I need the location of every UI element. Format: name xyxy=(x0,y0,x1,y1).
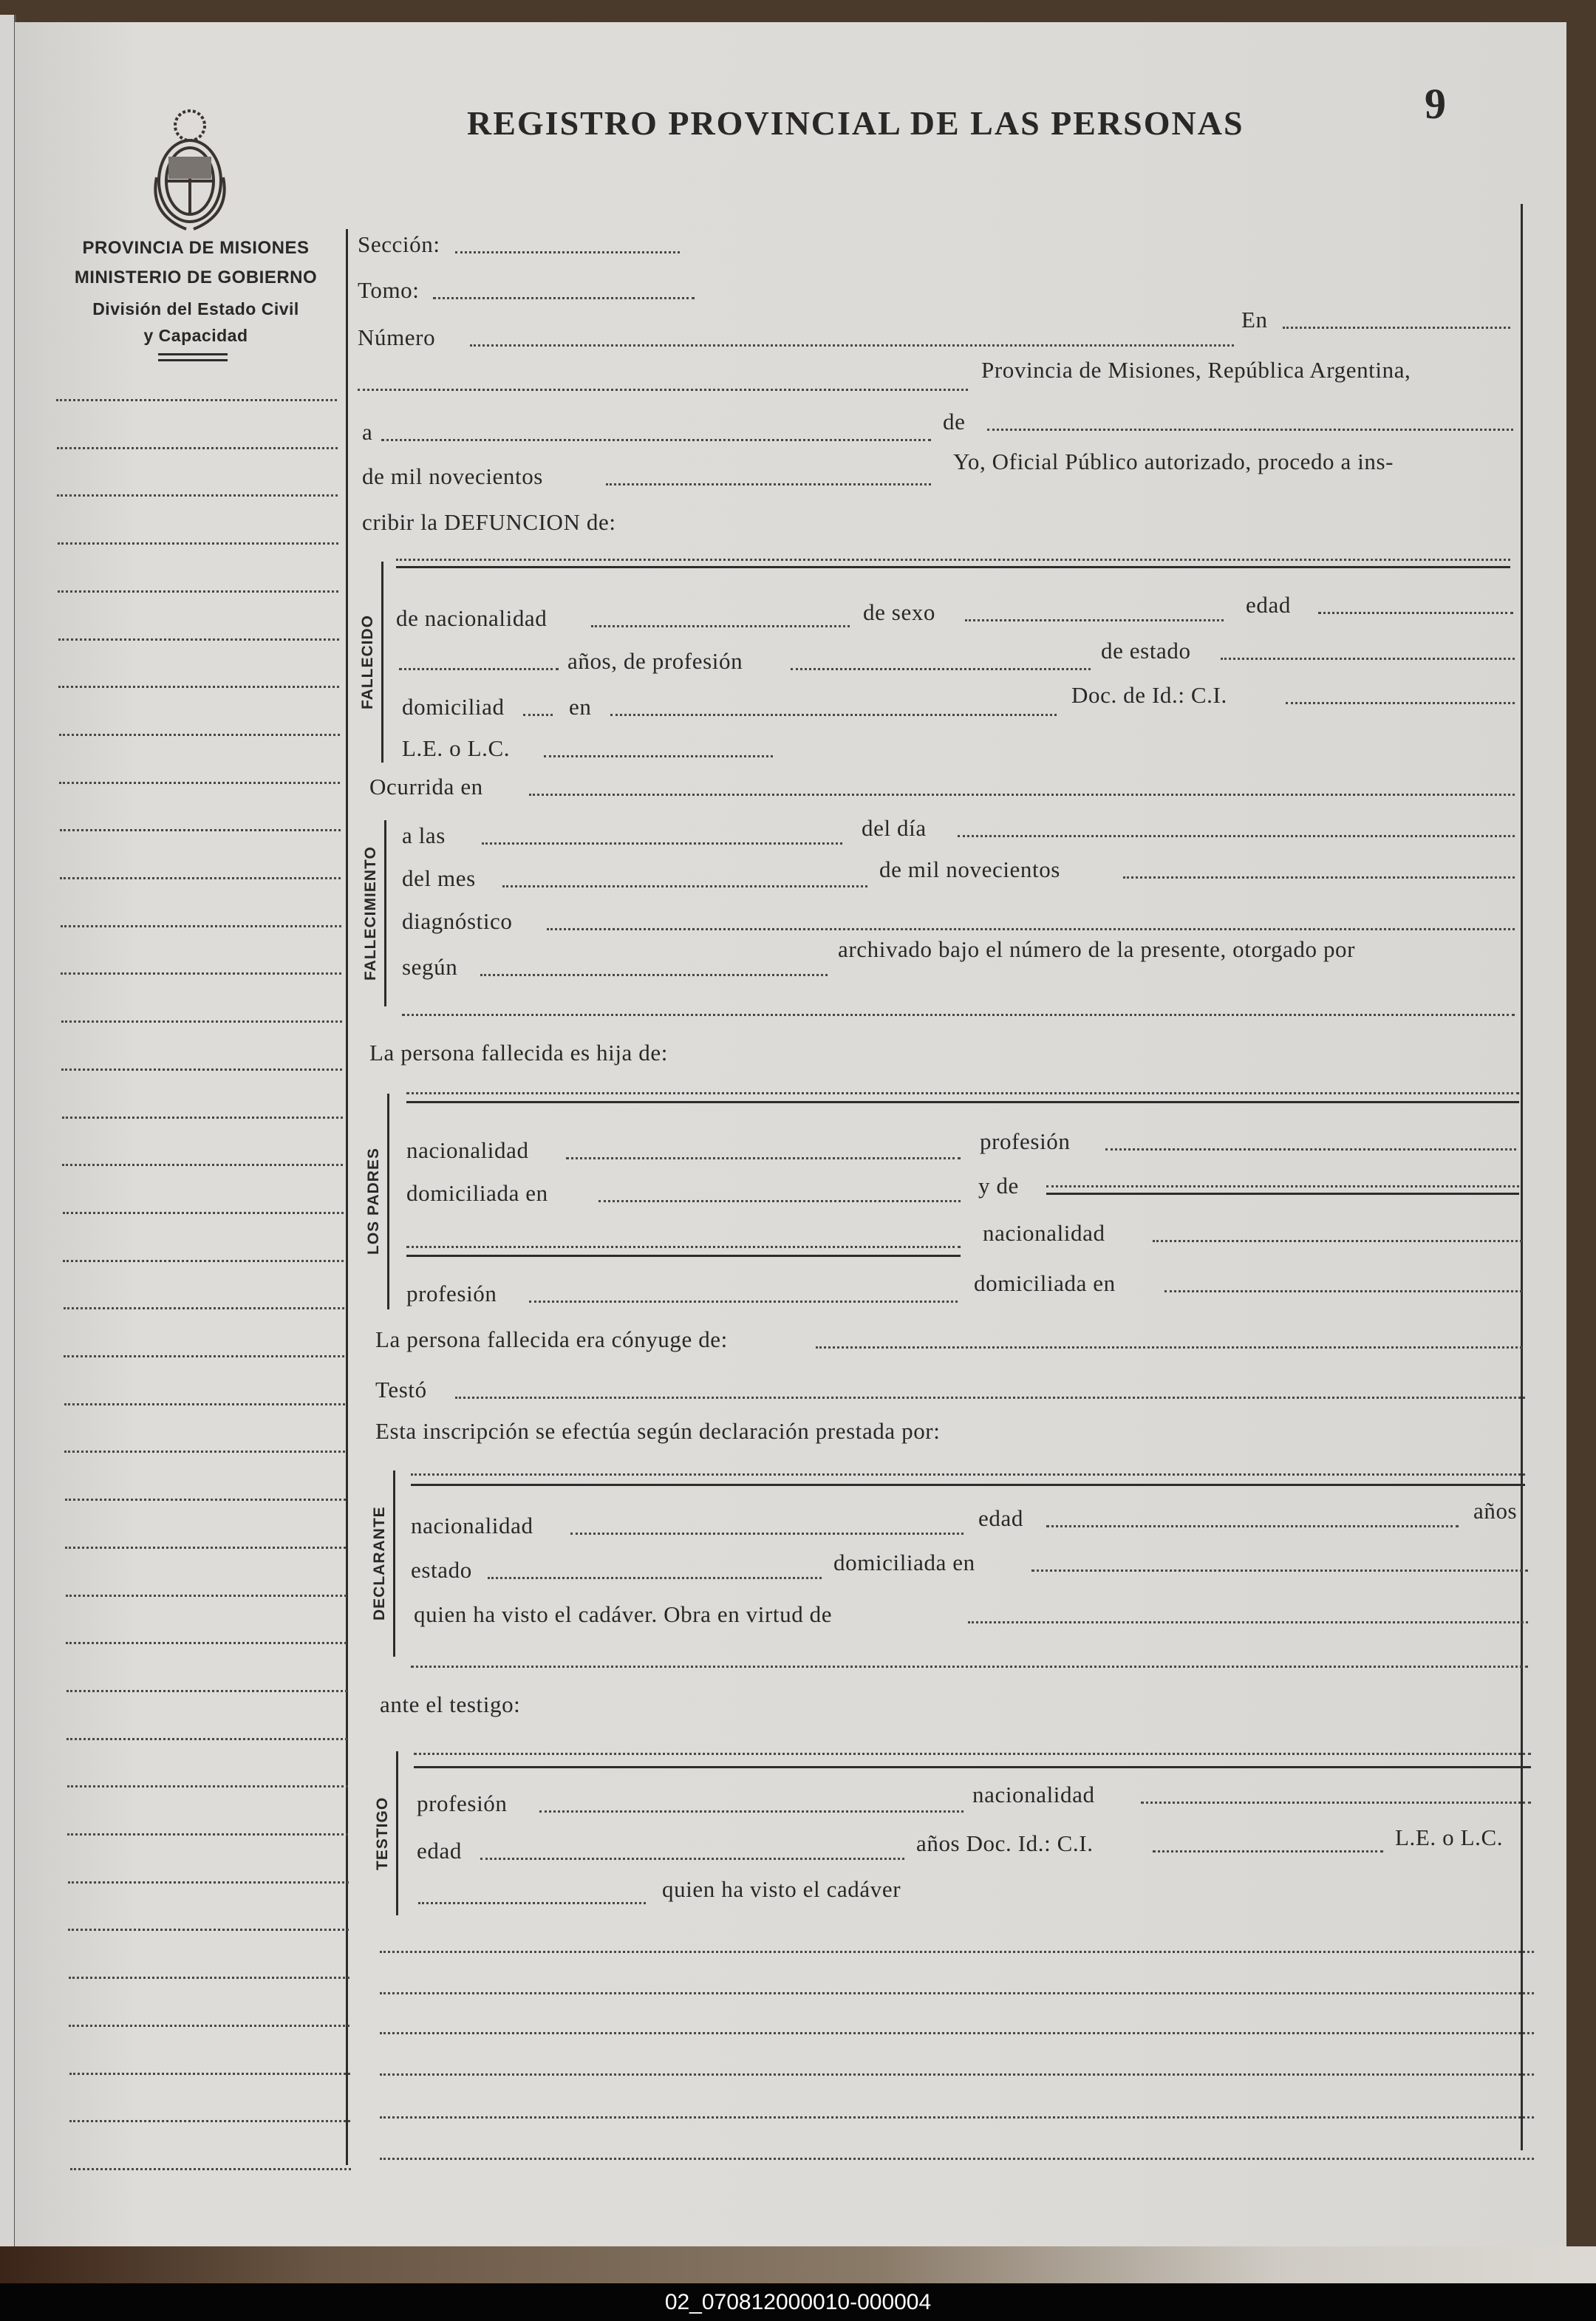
section-bracket xyxy=(384,820,386,1006)
label-nacionalidad: nacionalidad xyxy=(406,1137,529,1163)
org-province: PROVINCIA DE MISIONES xyxy=(82,238,310,258)
text-inscripcion: Esta inscripción se efectúa según declaración prestada por: xyxy=(375,1418,941,1444)
fill-line xyxy=(418,1902,646,1904)
label-domiciliada-2: domiciliada en xyxy=(974,1270,1116,1296)
label-sexo: de sexo xyxy=(863,599,936,625)
text-archivado: archivado bajo el número de la presente, otorgado por xyxy=(838,936,1356,962)
org-division: División del Estado Civil xyxy=(92,299,299,318)
margin-line xyxy=(61,1020,342,1023)
fill-line xyxy=(570,1533,964,1535)
fill-line xyxy=(1105,1148,1516,1151)
margin-line xyxy=(59,782,340,784)
label-seccion: Sección: xyxy=(358,231,440,257)
fill-line xyxy=(566,1157,961,1159)
notes-line xyxy=(380,2032,1534,2034)
fill-line xyxy=(1283,327,1510,329)
label-de-mil: de mil novecientos xyxy=(362,463,543,489)
fill-line xyxy=(482,842,842,845)
fill-line xyxy=(399,668,559,670)
fill-line xyxy=(488,1577,822,1579)
label-testo: Testó xyxy=(375,1377,427,1403)
margin-line xyxy=(61,925,341,927)
fill-line xyxy=(1141,1802,1531,1804)
margin-line xyxy=(69,2025,349,2027)
fill-line xyxy=(987,429,1513,431)
margin-line xyxy=(60,829,341,831)
page-title: REGISTRO PROVINCIAL DE LAS PERSONAS xyxy=(467,104,1244,142)
label-de-mil: de mil novecientos xyxy=(879,856,1060,882)
label-conyuge: La persona fallecida era cónyuge de: xyxy=(375,1326,728,1352)
section-label-testigo: TESTIGO xyxy=(374,1796,391,1870)
rule xyxy=(414,1766,1531,1768)
adjacent-page-edge xyxy=(0,15,16,2261)
fill-line xyxy=(1164,1290,1522,1292)
section-label-padres: LOS PADRES xyxy=(365,1148,382,1255)
label-de: de xyxy=(943,409,966,434)
fill-line xyxy=(502,885,867,887)
margin-line xyxy=(57,447,338,449)
margin-line xyxy=(67,1785,348,1787)
fill-line xyxy=(1286,702,1515,704)
fill-line xyxy=(1046,1525,1459,1527)
label-domiciliada: domiciliada en xyxy=(406,1180,548,1206)
section-label-fallecido: FALLECIDO xyxy=(359,615,376,709)
book-edge xyxy=(0,2246,1596,2285)
fill-line xyxy=(539,1810,964,1813)
fill-line xyxy=(968,1621,1528,1623)
section-bracket xyxy=(387,1094,389,1309)
margin-line xyxy=(62,1164,343,1166)
column-divider xyxy=(346,229,348,2165)
fill-line xyxy=(529,1301,958,1303)
label-profesion-2: profesión xyxy=(406,1281,497,1306)
margin-line xyxy=(56,399,337,401)
fill-line xyxy=(411,1666,1528,1668)
right-border xyxy=(1521,204,1523,2150)
margin-line xyxy=(66,1690,347,1692)
margin-line xyxy=(68,1929,349,1931)
label-tomo: Tomo: xyxy=(358,277,420,303)
text-hija-de: La persona fallecida es hija de: xyxy=(369,1040,668,1066)
label-del-mes: del mes xyxy=(402,865,476,891)
label-le-lc: L.E. o L.C. xyxy=(402,735,511,761)
margin-line xyxy=(67,1833,348,1836)
fill-line xyxy=(455,251,680,253)
fill-line xyxy=(591,625,850,627)
label-numero: Número xyxy=(358,324,436,350)
notes-line xyxy=(380,2158,1534,2160)
label-estado: de estado xyxy=(1101,638,1191,664)
section-bracket xyxy=(381,562,383,763)
label-segun: según xyxy=(402,954,458,980)
org-ministry: MINISTERIO DE GOBIERNO xyxy=(74,267,318,287)
fill-line xyxy=(598,1200,961,1202)
fill-line xyxy=(1318,612,1513,614)
fill-line xyxy=(381,439,931,441)
label-profesion: profesión xyxy=(417,1790,508,1816)
label-en: En xyxy=(1241,307,1268,333)
page-number: 9 xyxy=(1425,80,1447,128)
fill-line xyxy=(402,1014,1515,1016)
label-a: a xyxy=(362,419,373,445)
label-del-dia: del día xyxy=(862,815,927,841)
margin-line xyxy=(61,1069,342,1071)
fill-line xyxy=(547,928,1515,930)
fill-line xyxy=(411,1473,1525,1476)
label-edad: edad xyxy=(978,1505,1023,1531)
fill-line xyxy=(358,389,968,391)
fill-line xyxy=(1031,1570,1528,1572)
fill-line xyxy=(606,483,931,485)
rule xyxy=(406,1101,1519,1103)
fill-line xyxy=(433,297,695,299)
notes-line xyxy=(380,2116,1534,2119)
fill-line xyxy=(414,1753,1531,1755)
margin-line xyxy=(59,734,340,736)
fill-line xyxy=(480,1858,904,1860)
org-division-2: y Capacidad xyxy=(143,326,248,345)
margin-line xyxy=(57,494,338,497)
label-edad: edad xyxy=(1246,592,1291,618)
notes-line xyxy=(380,1951,1534,1953)
fill-line xyxy=(816,1346,1522,1349)
section-bracket xyxy=(393,1470,395,1657)
label-ante-testigo: ante el testigo: xyxy=(380,1691,521,1717)
text-provincia: Provincia de Misiones, República Argentina, xyxy=(981,357,1411,383)
label-y-de: y de xyxy=(978,1173,1019,1199)
fill-line xyxy=(529,794,1515,796)
notes-line xyxy=(380,2073,1534,2076)
margin-line xyxy=(58,590,338,593)
margin-line xyxy=(64,1307,344,1309)
label-edad: edad xyxy=(417,1838,462,1864)
label-doc: Doc. de Id.: C.I. xyxy=(1071,682,1227,708)
margin-line xyxy=(58,638,339,641)
fill-line xyxy=(406,1092,1519,1094)
label-domiciliad: domiciliad xyxy=(402,694,505,720)
margin-line xyxy=(64,1355,344,1357)
margin-line xyxy=(65,1547,346,1549)
coat-of-arms-icon xyxy=(142,103,238,233)
label-nacionalidad: nacionalidad xyxy=(411,1513,533,1538)
text-quien-visto: quien ha visto el cadáver xyxy=(662,1876,901,1902)
margin-line xyxy=(63,1260,344,1262)
label-domiciliada: domiciliada en xyxy=(833,1550,975,1575)
fill-line xyxy=(455,1397,1525,1399)
image-id-caption: 02_070812000010-000004 xyxy=(0,2283,1596,2321)
rule xyxy=(1046,1193,1519,1195)
rule xyxy=(411,1484,1525,1486)
margin-line xyxy=(63,1212,344,1214)
rule xyxy=(396,566,1510,568)
label-estado: estado xyxy=(411,1557,472,1583)
margin-line xyxy=(58,542,338,545)
fill-line xyxy=(480,974,828,976)
section-bracket xyxy=(396,1751,398,1915)
margin-line xyxy=(66,1738,347,1740)
label-a-las: a las xyxy=(402,822,446,848)
label-anos: años xyxy=(1473,1498,1518,1524)
notes-line xyxy=(380,1992,1534,1994)
label-anos-profesion: años, de profesión xyxy=(567,648,743,674)
margin-line xyxy=(69,1977,349,1979)
text-quien-obra: quien ha visto el cadáver. Obra en virtud de xyxy=(414,1601,833,1627)
text-oficial: Yo, Oficial Público autorizado, procedo a ins- xyxy=(953,449,1394,474)
margin-line xyxy=(58,686,339,688)
fill-line xyxy=(1221,658,1515,660)
label-nacionalidad-2: nacionalidad xyxy=(983,1220,1105,1246)
fill-line xyxy=(1153,1850,1383,1853)
fill-line xyxy=(523,714,553,716)
rule xyxy=(406,1255,961,1257)
margin-line xyxy=(61,972,341,975)
margin-line xyxy=(68,1881,349,1884)
label-nacionalidad: nacionalidad xyxy=(972,1782,1095,1807)
label-en: en xyxy=(569,694,592,720)
fill-line xyxy=(610,714,1057,716)
section-label-declarante: DECLARANTE xyxy=(371,1506,388,1621)
margin-line xyxy=(70,2168,351,2170)
fill-line xyxy=(1046,1185,1519,1187)
label-profesion: profesión xyxy=(980,1128,1071,1154)
label-nacionalidad: de nacionalidad xyxy=(396,605,548,631)
fill-line xyxy=(1153,1240,1522,1242)
fill-line xyxy=(791,668,1091,670)
margin-line xyxy=(66,1642,347,1644)
label-diagnostico: diagnóstico xyxy=(402,908,513,934)
margin-line xyxy=(64,1451,345,1453)
label-anos-doc: años Doc. Id.: C.I. xyxy=(916,1830,1094,1856)
margin-line xyxy=(60,877,341,879)
fill-line xyxy=(470,344,1234,347)
margin-line xyxy=(64,1403,345,1405)
fill-line xyxy=(1123,876,1515,879)
fill-line xyxy=(406,1246,961,1248)
fill-line xyxy=(544,755,773,757)
label-le-lc: L.E. o L.C. xyxy=(1395,1824,1504,1850)
label-ocurrida: Ocurrida en xyxy=(369,774,483,800)
section-label-fallecimiento: FALLECIMIENTO xyxy=(362,846,379,981)
margin-line xyxy=(65,1499,346,1501)
margin-line xyxy=(66,1595,347,1597)
double-rule xyxy=(158,359,228,361)
fill-line xyxy=(958,835,1515,837)
margin-line xyxy=(62,1117,343,1119)
fill-line xyxy=(965,619,1224,621)
double-rule xyxy=(158,353,228,355)
margin-line xyxy=(69,2120,350,2122)
margin-line xyxy=(69,2073,350,2075)
text-cribir: cribir la DEFUNCION de: xyxy=(362,509,616,535)
fill-line xyxy=(396,559,1510,561)
